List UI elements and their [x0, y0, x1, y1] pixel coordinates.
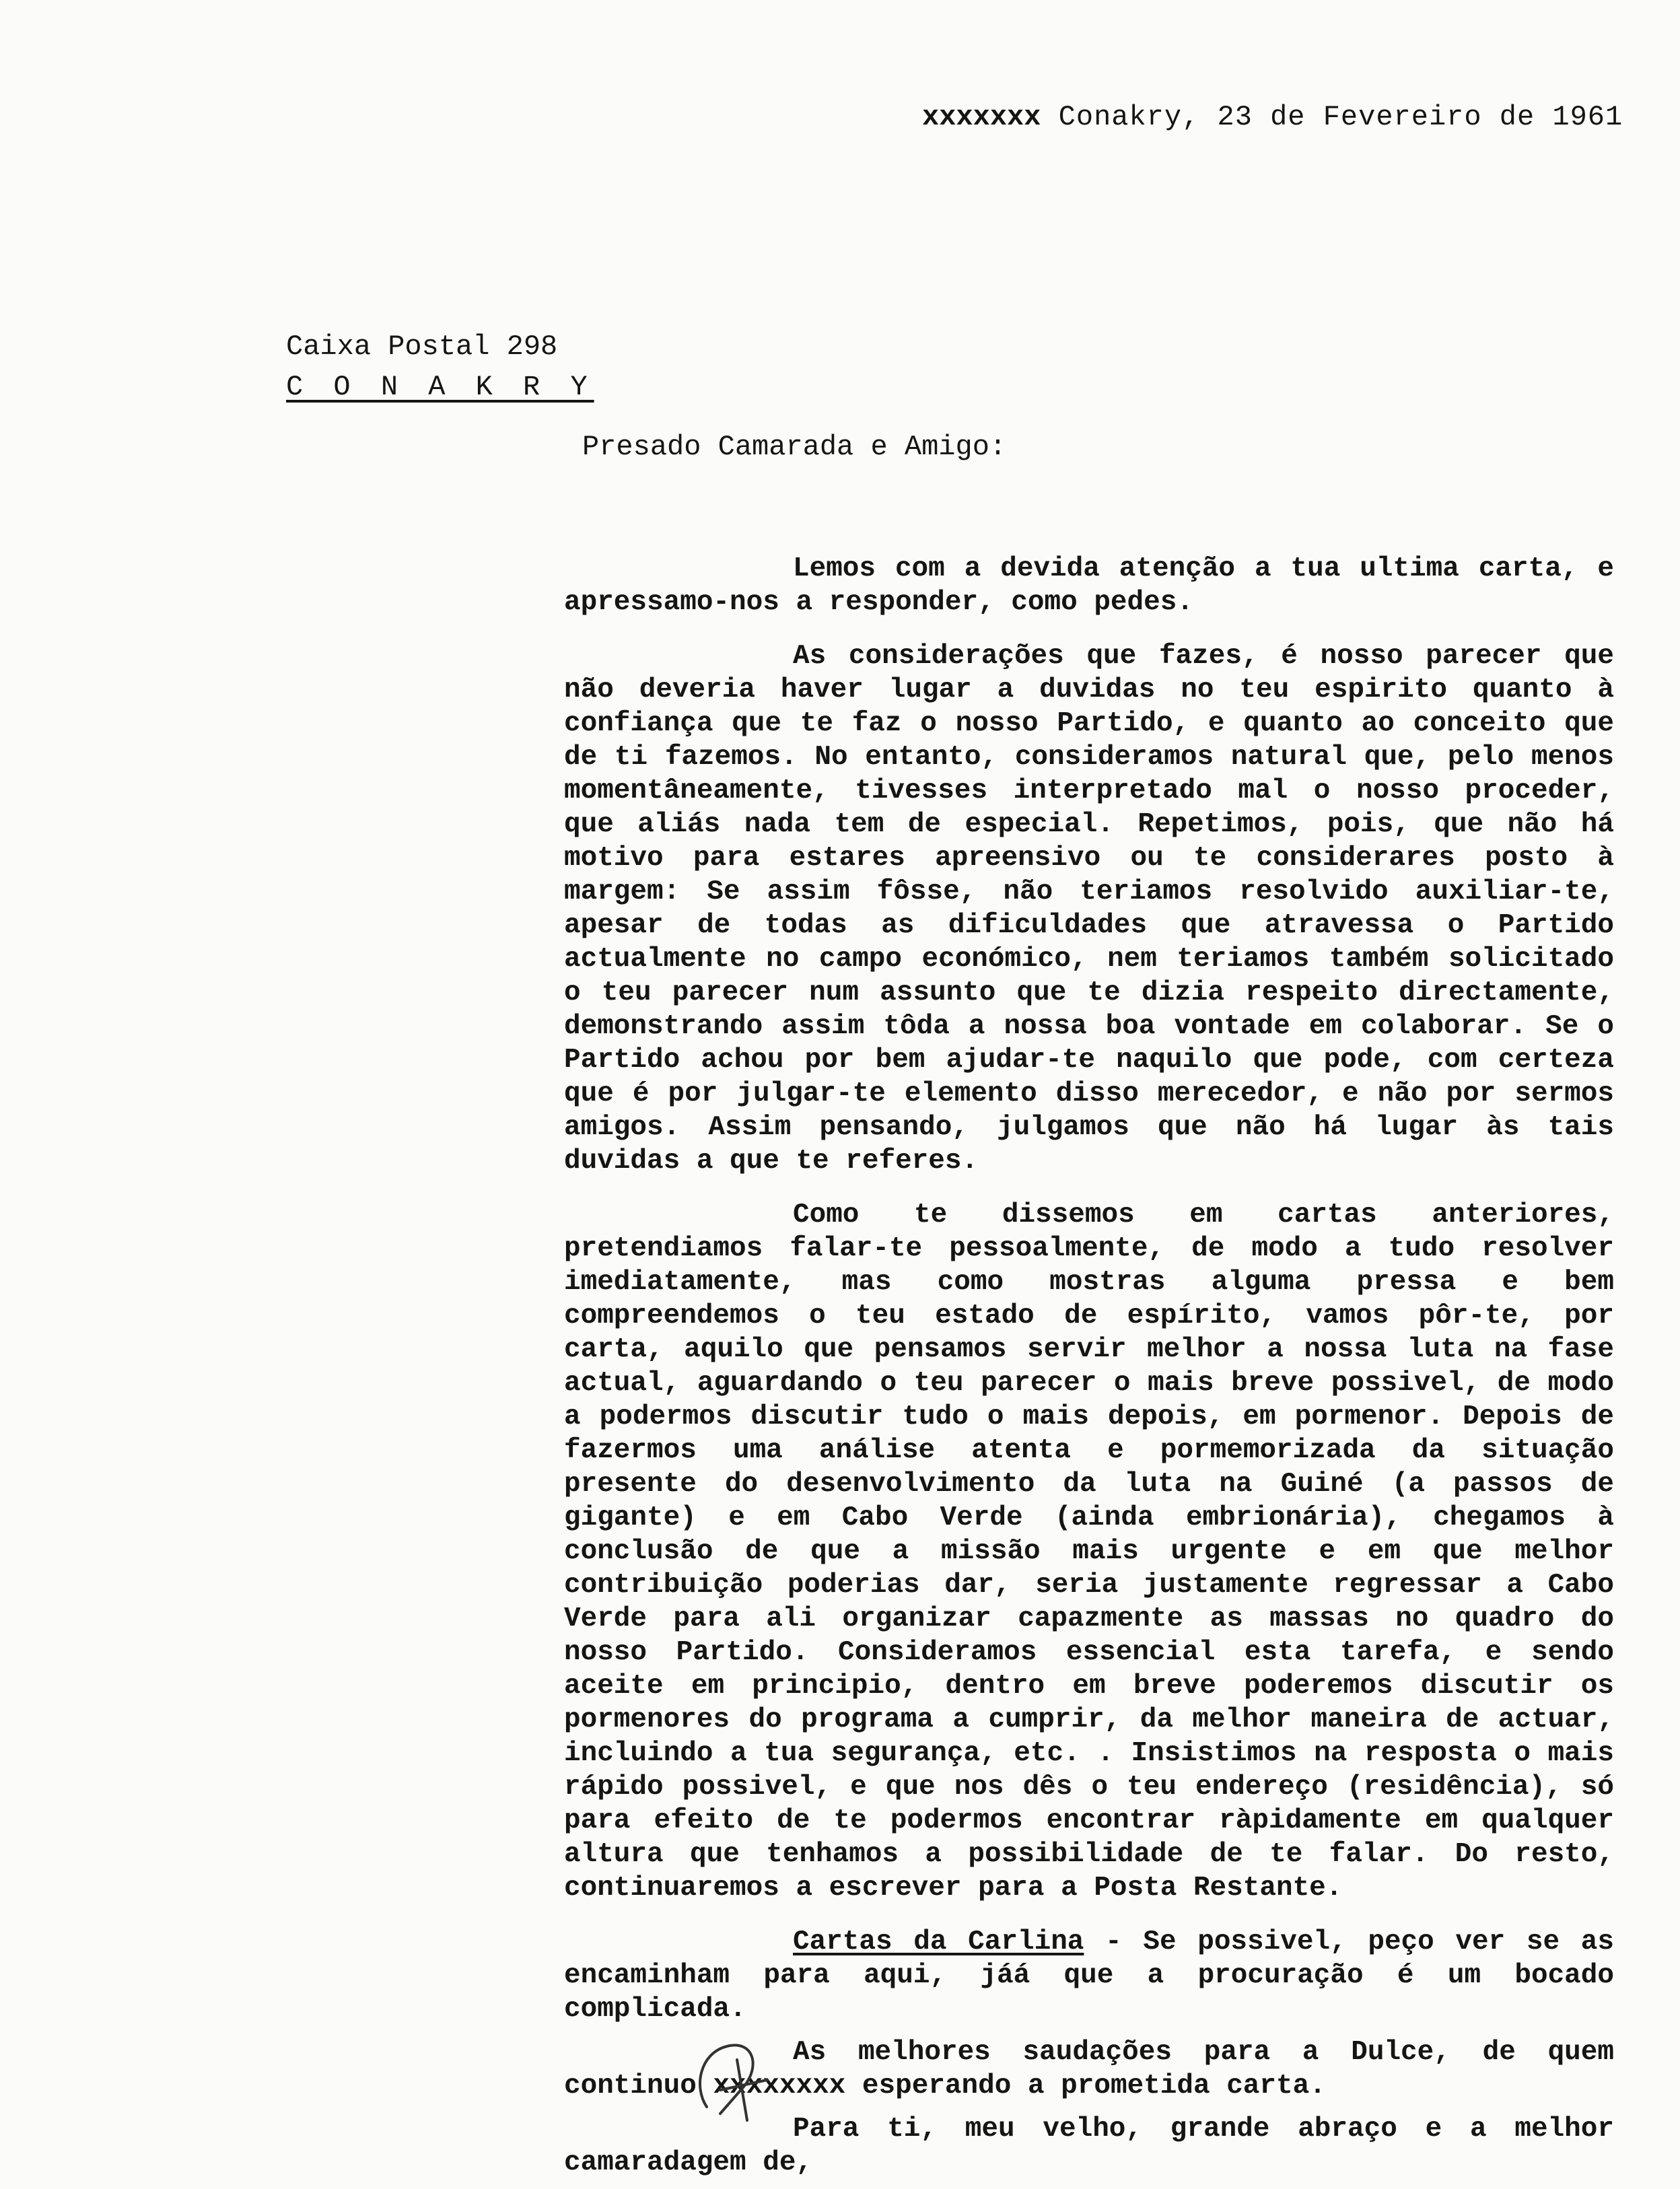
paragraph-carlina	[564, 1925, 1614, 2026]
paragraph-2: As considerações que fazes, é nosso parecer que não deveria haver lugar a duvidas no teu espirito quanto à confiança que te faz o nosso Partido, e quanto ao conceito que de ti fazemos. No entanto, consideramos natural que, pelo menos momentâneamente, tivesses interpretado mal o nosso proceder, que aliás nada tem de especial. Repetimos, pois, que não há motivo para estares apreensivo ou te considerares posto à margem: Se assim fôsse, não teriamos resolvido auxiliar-te, apesar de todas as dificuldades que atravessa o Partido actualmente no campo económico, nem teriamos também solicitado o teu parecer num assunto que te dizia respeito directamente, demonstrando assim tôda a nossa boa vontade em colaborar. Se o Partido achou por bem ajudar-te naquilo que pode, com certeza que é por julgar-te elemento disso merecedor, e não por sermos amigos. Assim pensando, julgamos que não há lugar às tais duvidas a que te referes.	[564, 641, 1614, 1177]
paragraph-closing: Para ti, meu velho, grande abraço e a melhor camaradagem de,	[564, 2114, 1614, 2178]
signature-mark	[680, 2026, 781, 2127]
letter-date	[922, 101, 1623, 133]
greeting-struck: xxxxxxxx	[713, 2071, 846, 2101]
letter-body	[564, 552, 1614, 2189]
address-line-2: C O N A K R Y	[286, 371, 594, 403]
paragraph-1: Lemos com a devida atenção a tua ultima carta, e apressamo-nos a responder, como pedes.	[564, 553, 1614, 618]
date-text: Conakry, 23 de Fevereiro de 1961	[1058, 101, 1623, 133]
salutation: Presado Camarada e Amigo:	[582, 431, 1007, 463]
paragraph-3: Como te dissemos em cartas anteriores, pretendiamos falar-te pessoalmente, de modo a tudo resolver imediatamente, mas como mostras alguma pressa e bem compreendemos o teu estado de espírito, vamos pôr-te, por carta, aquilo que pensamos servir melhor a nossa luta na fase actual, aguardando o teu parecer o mais breve possivel, de modo a podermos discutir tudo o mais depois, em pormenor. Depois de fazermos uma análise atenta e pormemorizada da situação presente do desenvolvimento da luta na Guiné (a passos de gigante) e em Cabo Verde (ainda embrionária), chegamos à conclusão de que a missão mais urgente e em que melhor contribuição poderias dar, seria justamente regressar a Cabo Verde para ali organizar capazmente as massas no quadro do nosso Partido. Consideramos essencial esta tarefa, e sendo aceite em principio, dentro em breve poderemos discutir os pormenores do programa a cumprir, da melhor maneira de actuar, incluindo a tua segurança, etc. . Insistimos na resposta o mais rápido possivel, e que nos dês o teu endereço (residência), só para efeito de te podermos encontrar ràpidamente em qualquer altura que tenhamos a possibilidade de te falar. Do resto, continuaremos a escrever para a Posta Restante.	[564, 1200, 1614, 1904]
carlina-text: - Se possivel, peço ver se as encaminham para aqui, jáá que a procuração é um bocado complicada.	[564, 1926, 1614, 2025]
carlina-heading: Cartas da Carlina	[793, 1926, 1084, 1957]
address-line-1: Caixa Postal 298	[286, 331, 558, 363]
greeting-line-1: As melhores saudações para a Dulce, de quem continuo	[564, 2037, 1614, 2101]
struck-out-text: xxxxxxx	[922, 101, 1041, 133]
recipient-address	[286, 326, 594, 407]
greeting-line-2: esperando a prometida carta.	[845, 2071, 1326, 2101]
